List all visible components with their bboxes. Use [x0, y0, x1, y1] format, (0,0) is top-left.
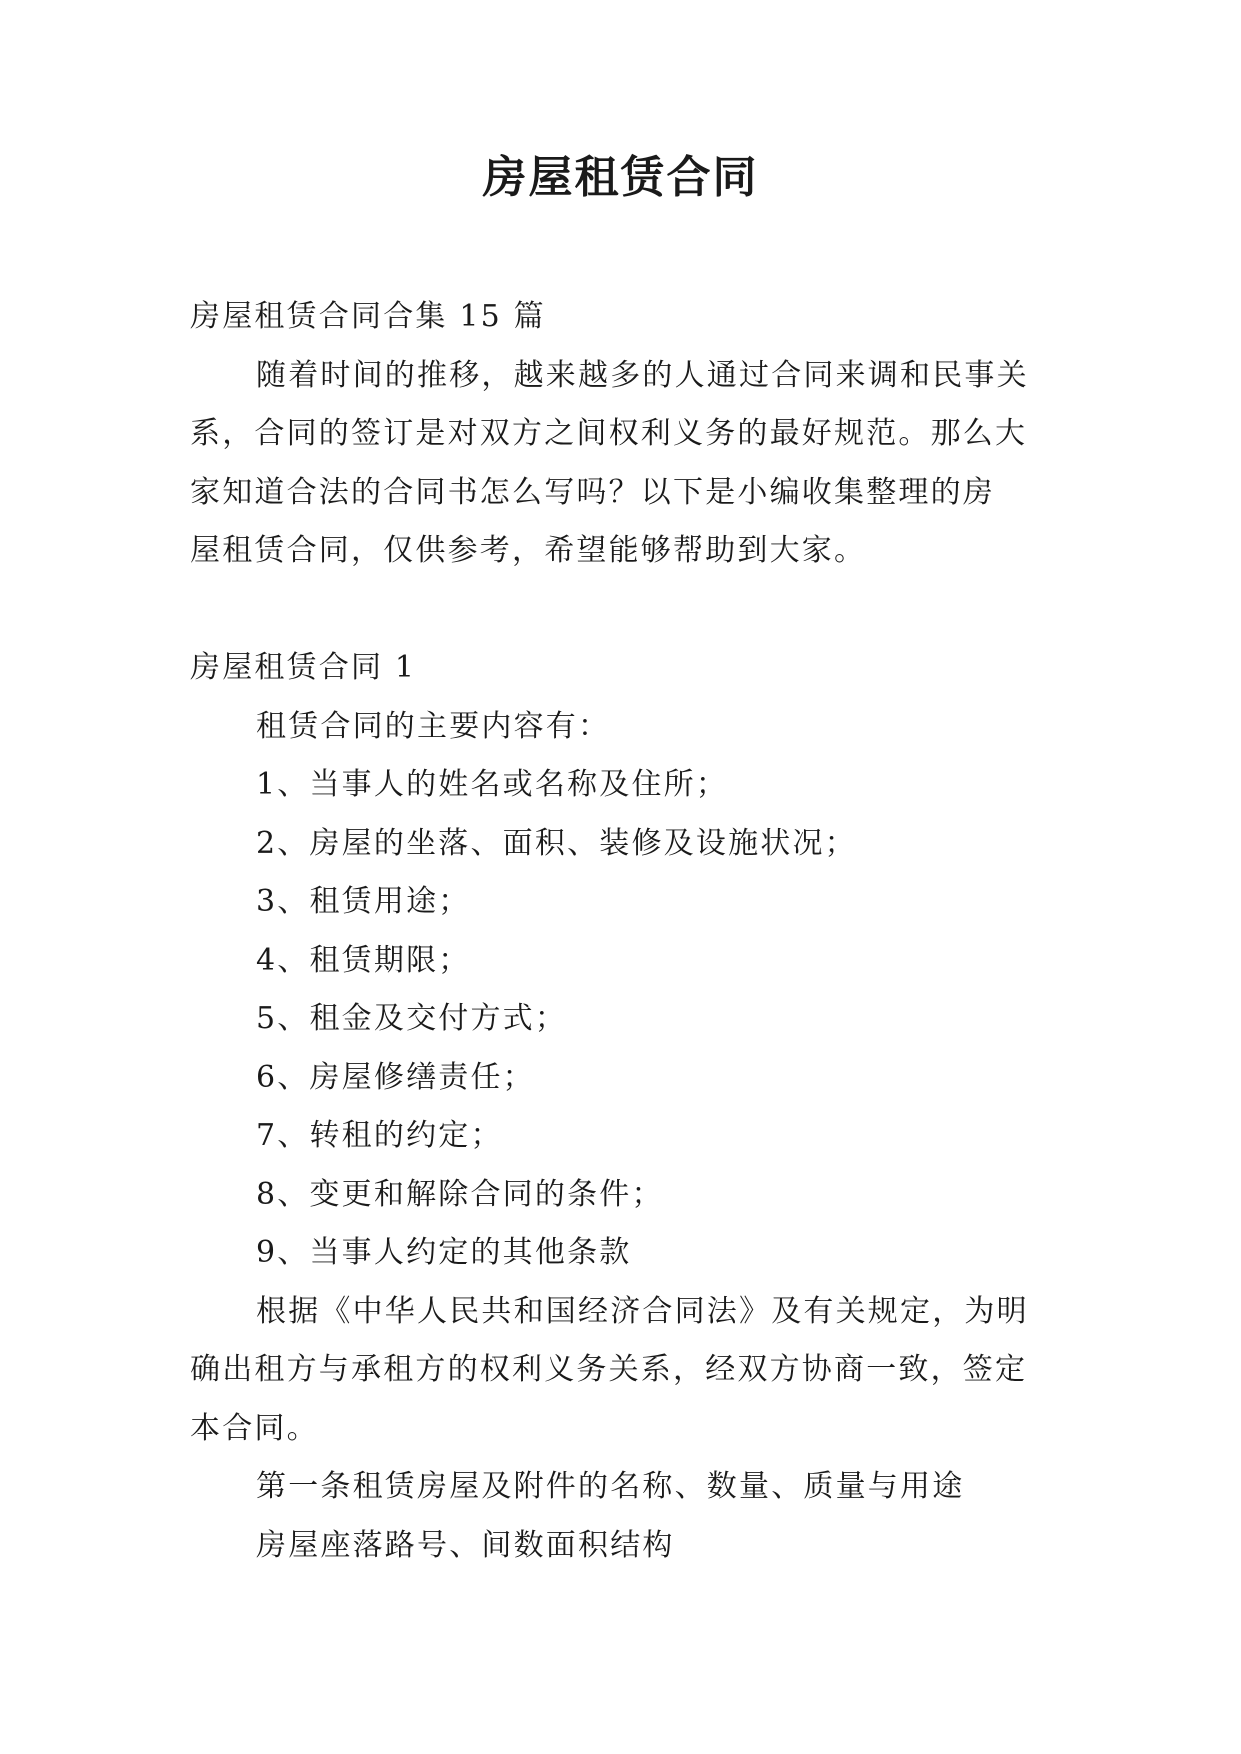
section-heading: 房屋租赁合同 1 [190, 650, 417, 685]
intro-line: 系，合同的签订是对双方之间权利义务的最好规范。那么大 [190, 416, 1028, 451]
list-item: 5、租金及交付方式； [256, 1001, 568, 1036]
main-content-intro: 租赁合同的主要内容有： [256, 708, 611, 744]
article-one-heading: 第一条租赁房屋及附件的名称、数量、质量与用途 [256, 1469, 965, 1504]
document-body [190, 288, 1060, 1575]
list-item: 4、租赁期限； [256, 942, 471, 978]
basis-line: 根据《中华人民共和国经济合同法》及有关规定，为明 [256, 1293, 1029, 1329]
list-item: 7、转租的约定； [256, 1118, 503, 1153]
list-item: 9、当事人约定的其他条款 [256, 1235, 632, 1270]
list-item: 3、租赁用途； [256, 884, 471, 919]
intro-line: 屋租赁合同，仅供参考，希望能够帮助到大家。 [190, 533, 867, 568]
list-item: 1、当事人的姓名或名称及住所； [256, 767, 729, 802]
document-title: 房屋租赁合同 [482, 152, 759, 203]
basis-line: 本合同。 [190, 1410, 319, 1446]
collection-subtitle: 房屋租赁合同合集 15 篇 [190, 299, 546, 334]
article-one-detail: 房屋座落路号、间数面积结构 [256, 1527, 675, 1563]
basis-line: 确出租方与承租方的权利义务关系，经双方协商一致，签定 [190, 1352, 1028, 1387]
intro-line: 家知道合法的合同书怎么写吗？以下是小编收集整理的房 [190, 474, 995, 510]
list-item: 2、房屋的坐落、面积、装修及设施状况； [256, 825, 857, 861]
paragraph-gap [190, 581, 1060, 640]
list-item: 6、房屋修缮责任； [256, 1059, 535, 1095]
intro-line: 随着时间的推移，越来越多的人通过合同来调和民事关 [256, 357, 1029, 393]
list-item: 8、变更和解除合同的条件； [256, 1176, 664, 1212]
